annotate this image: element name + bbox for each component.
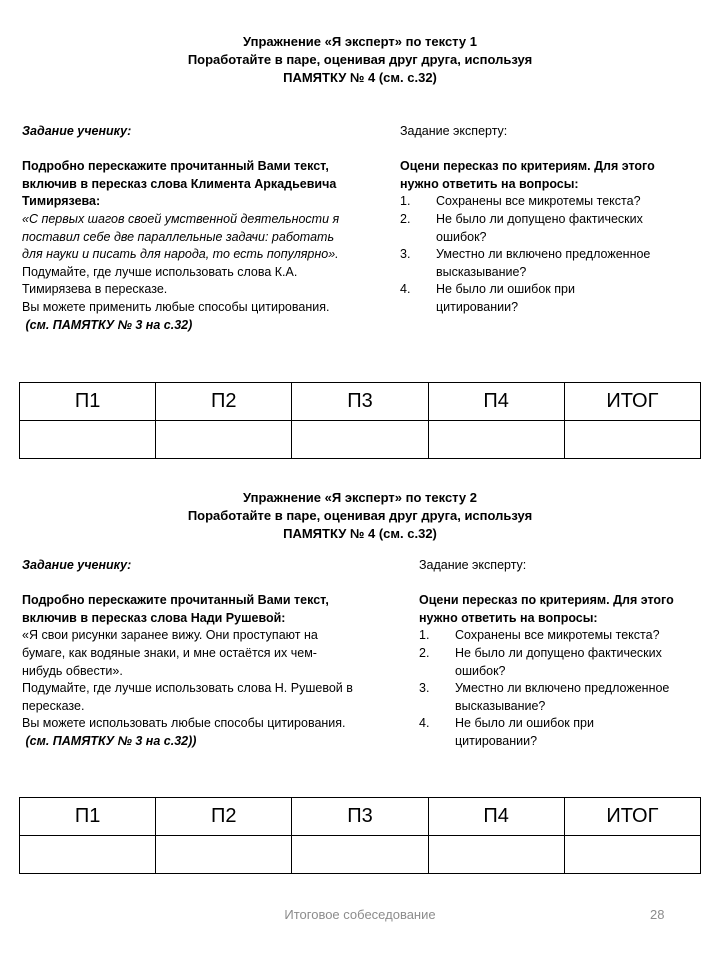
score-cell-p3[interactable] (292, 421, 428, 459)
score-cell-p4[interactable] (428, 421, 564, 459)
instruction-line: Вы можете использовать любые способы цитирования. (22, 716, 346, 731)
criteria-item (419, 645, 709, 680)
expert-task-heading: Задание эксперту: (400, 124, 508, 138)
title-line: Поработайте в паре, оценивая друг друга, используя (187, 52, 533, 67)
task-line: включив в пересказ слова Нади Рушевой: (22, 610, 286, 625)
score-header-p4: П4 (428, 798, 564, 836)
exercise-2-title (0, 489, 720, 543)
quote-line: поставил себе две параллельные задачи: работать (22, 229, 335, 244)
task-line: Подробно перескажите прочитанный Вами текст, (22, 593, 329, 608)
criteria-text: Уместно ли включено предложенное (455, 681, 670, 696)
score-entry-row (20, 836, 701, 874)
criteria-number: 2. (419, 645, 430, 660)
criteria-text: Сохранены все микротемы текста? (455, 628, 660, 643)
instruction-line: «Я свои рисунки заранее вижу. Они проступают на (22, 628, 318, 643)
instruction-line: Подумайте, где лучше использовать слова Н. Рушевой в (22, 681, 353, 696)
footer-text: Итоговое собеседование (284, 907, 436, 922)
intro-line: Оцени пересказ по критериям. Для этого (400, 159, 655, 174)
score-table-1 (19, 382, 701, 459)
criteria-list (419, 627, 709, 750)
criteria-item (400, 211, 700, 246)
score-header-row (20, 798, 701, 836)
instruction-line: Вы можете применить любые способы цитирования. (22, 299, 330, 314)
student-task-1 (22, 123, 382, 334)
title-line: Упражнение «Я эксперт» по тексту 2 (243, 490, 477, 505)
criteria-item (400, 281, 700, 316)
title-line: Упражнение «Я эксперт» по тексту 1 (243, 34, 477, 49)
criteria-text: Не было ли ошибок при (455, 716, 594, 731)
criteria-text: Сохранены все микротемы текста? (436, 194, 641, 209)
exercise-1-title (0, 33, 720, 87)
score-entry-row (20, 421, 701, 459)
title-line: Поработайте в паре, оценивая друг друга, используя (187, 508, 533, 523)
student-task-2 (22, 557, 382, 751)
score-header-p2: П2 (156, 383, 292, 421)
intro-line: Оцени пересказ по критериям. Для этого (419, 593, 674, 608)
criteria-number: 3. (400, 247, 411, 262)
title-line: ПАМЯТКУ № 4 (см. с.32) (283, 526, 437, 541)
task-line: Тимирязева: (22, 194, 101, 209)
criteria-text: Не было ли допущено фактических (436, 211, 643, 226)
score-header-p3: П3 (292, 798, 428, 836)
criteria-number: 1. (419, 628, 430, 643)
instruction-line: Подумайте, где лучше использовать слова К.А. (22, 264, 298, 279)
quote-line: для науки и писать для народа, то есть популярно». (22, 247, 339, 262)
criteria-item (400, 246, 700, 281)
criteria-list (400, 193, 700, 316)
intro-line: нужно ответить на вопросы: (400, 176, 579, 191)
instruction-line: бумаге, как водяные знаки, и мне остаётся их чем- (22, 645, 317, 660)
score-cell-p2[interactable] (156, 836, 292, 874)
expert-task-heading: Задание эксперту: (419, 558, 527, 572)
criteria-text: Не было ли ошибок при (436, 282, 575, 297)
student-task-heading: Задание ученику: (22, 558, 132, 572)
score-cell-p4[interactable] (428, 836, 564, 874)
title-line: ПАМЯТКУ № 4 (см. с.32) (283, 70, 437, 85)
score-cell-p3[interactable] (292, 836, 428, 874)
expert-task-2 (419, 557, 709, 751)
score-cell-p2[interactable] (156, 421, 292, 459)
instruction-line: нибудь обвести». (22, 663, 123, 678)
score-header-p1: П1 (20, 798, 156, 836)
expert-task-1 (400, 123, 700, 317)
criteria-item (419, 680, 709, 715)
criteria-number: 3. (419, 681, 430, 696)
criteria-text: ошибок? (436, 229, 487, 244)
criteria-text: Не было ли допущено фактических (455, 645, 662, 660)
score-header-p1: П1 (20, 383, 156, 421)
student-task-heading: Задание ученику: (22, 124, 132, 138)
score-cell-p1[interactable] (20, 836, 156, 874)
criteria-number: 4. (400, 282, 411, 297)
criteria-number: 2. (400, 211, 411, 226)
criteria-text: ошибок? (455, 663, 506, 678)
criteria-text: цитировании? (455, 733, 538, 748)
criteria-item (419, 715, 709, 750)
page-number: 28 (650, 907, 665, 922)
score-header-p4: П4 (428, 383, 564, 421)
score-header-total: ИТОГ (564, 798, 700, 836)
score-table-2 (19, 797, 701, 874)
score-cell-total[interactable] (564, 421, 700, 459)
criteria-text: цитировании? (436, 299, 519, 314)
score-cell-p1[interactable] (20, 421, 156, 459)
criteria-item (419, 627, 709, 645)
score-cell-total[interactable] (564, 836, 700, 874)
score-header-p2: П2 (156, 798, 292, 836)
score-header-total: ИТОГ (564, 383, 700, 421)
instruction-line: Тимирязева в пересказе. (22, 282, 168, 297)
task-line: Подробно перескажите прочитанный Вами текст, (22, 159, 329, 174)
criteria-text: высказывание? (455, 698, 546, 713)
criteria-text: высказывание? (436, 264, 527, 279)
criteria-item (400, 193, 700, 211)
intro-line: нужно ответить на вопросы: (419, 610, 598, 625)
score-header-p3: П3 (292, 383, 428, 421)
score-header-row (20, 383, 701, 421)
memo-reference: (см. ПАМЯТКУ № 3 на с.32)) (22, 733, 197, 748)
criteria-number: 1. (400, 194, 411, 209)
quote-line: «С первых шагов своей умственной деятельности я (22, 211, 340, 226)
memo-reference: (см. ПАМЯТКУ № 3 на с.32) (22, 317, 193, 332)
criteria-number: 4. (419, 716, 430, 731)
criteria-text: Уместно ли включено предложенное (436, 247, 651, 262)
instruction-line: пересказе. (22, 698, 85, 713)
task-line: включив в пересказ слова Климента Аркадьевича (22, 176, 337, 191)
